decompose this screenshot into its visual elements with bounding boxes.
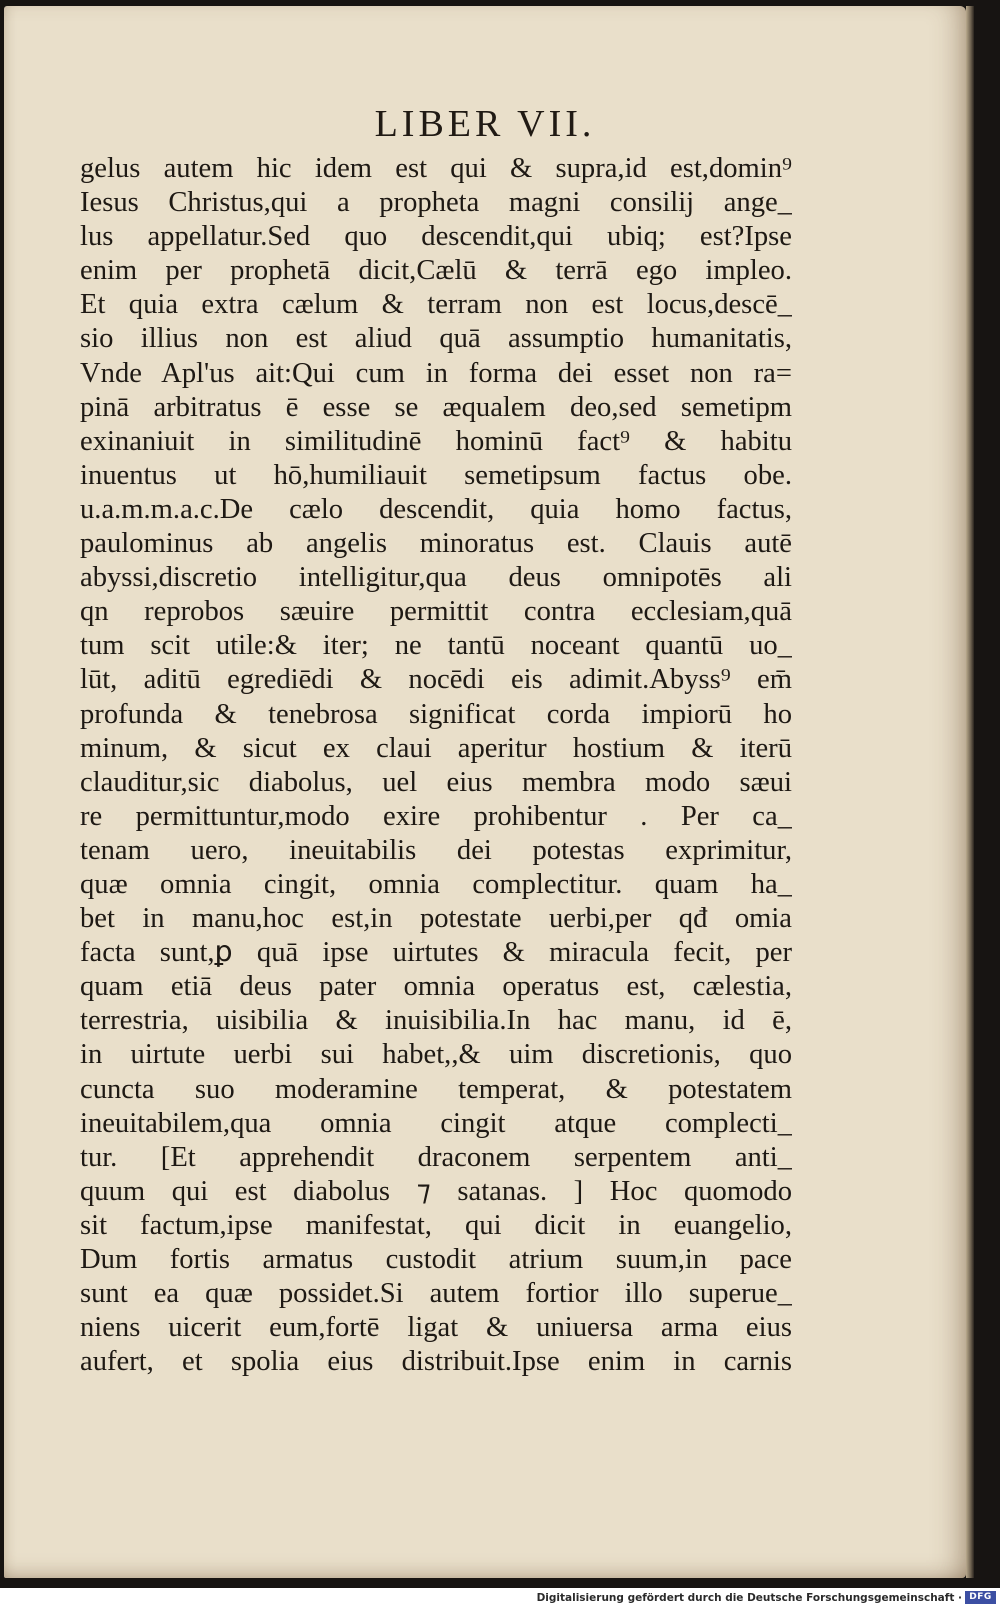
text-line: paulominus ab angelis minoratus est. Clauis autē — [80, 528, 792, 560]
text-line: sio illius non est aliud quā assumptio humanitatis, — [80, 323, 792, 355]
text-line: tenam uero, ineuitabilis dei potestas exprimitur, — [80, 834, 792, 866]
text-line: minum, & sicut ex claui aperitur hostium & iterū — [80, 732, 792, 764]
text-line: aufert, et spolia eius distribuit.Ipse enim in carnis — [80, 1346, 792, 1378]
text-line: re permittuntur,modo exire prohibentur . Per ca_ — [80, 800, 792, 832]
book-page — [4, 6, 966, 1578]
text-line: qn reprobos sæuire permittit contra ecclesiam,quā — [80, 596, 792, 628]
text-line: tum scit utile:& iter; ne tantū noceant quantū uo_ — [80, 630, 792, 662]
text-line: lus appellatur.Sed quo descendit,qui ubiq; est?Ipse — [80, 221, 792, 253]
text-line: niens uicerit eum,fortē ligat & uniuersa arma eius — [80, 1312, 792, 1344]
text-line: sit factum,ipse manifestat, qui dicit in euangelio, — [80, 1209, 792, 1241]
text-line: gelus autem hic idem est qui & supra,id est,domin⁹ — [80, 153, 792, 184]
text-line: abyssi,discretio intelligitur,qua deus omnipotēs ali — [80, 562, 792, 594]
text-line: inuentus ut hō,humiliauit semetipsum factus obe. — [80, 459, 792, 491]
text-line: quum qui est diabolus ⁊ satanas. ] Hoc quomodo — [80, 1175, 792, 1207]
text-line: pinā arbitratus ē esse se æqualem deo,sed semetipm — [80, 391, 792, 423]
text-block — [80, 152, 792, 1379]
text-line: u.a.m.m.a.c.De cælo descendit, quia homo factus, — [80, 493, 792, 525]
text-line: exinaniuit in similitudinē hominū fact⁹ & habitu — [80, 425, 792, 457]
text-line: Iesus Christus,qui a propheta magni consilij ange_ — [80, 187, 792, 219]
text-line: in uirtute uerbi sui habet,,& uim discretionis, quo — [80, 1039, 792, 1071]
text-line: Dum fortis armatus custodit atrium suum,in pace — [80, 1244, 792, 1275]
text-line: enim per prophetā dicit,Cælū & terrā ego impleo. — [80, 255, 792, 287]
page-edge — [966, 6, 974, 1578]
text-line: profunda & tenebrosa significat corda impiorū ho — [80, 698, 792, 730]
text-line: Et quia extra cælum & terram non est locus,descē_ — [80, 289, 792, 321]
text-line: terrestria, uisibilia & inuisibilia.In hac manu, id ē, — [80, 1005, 792, 1037]
text-line: tur. [Et apprehendit draconem serpentem anti_ — [80, 1141, 792, 1173]
text-line: facta sunt,ꝑ quā ipse uirtutes & miracula fecit, per — [80, 937, 792, 969]
text-line: quæ omnia cingit, omnia complectitur. quam ha_ — [80, 868, 792, 900]
dfg-logo: DFG — [965, 1591, 996, 1604]
text-line: clauditur,sic diabolus, uel eius membra modo sæui — [80, 766, 792, 798]
running-head: LIBER VII. — [374, 103, 596, 145]
text-line: Vnde Apl'us ait:Qui cum in forma dei esset non ra= — [80, 357, 792, 389]
text-line: ineuitabilem,qua omnia cingit atque complecti_ — [80, 1107, 792, 1139]
text-line: bet in manu,hoc est,in potestate uerbi,per qđ omia — [80, 903, 792, 935]
text-line: lūt, aditū egrediēdi & nocēdi eis adimit.Abyss⁹ em̄ — [80, 664, 792, 696]
funding-credit: Digitalisierung gefördert durch die Deutsche Forschungsgemeinschaft · — [536, 1592, 962, 1604]
text-line: sunt ea quæ possidet.Si autem fortior illo superue_ — [80, 1278, 792, 1310]
footer-bar — [0, 1588, 1000, 1608]
text-line: cuncta suo moderamine temperat, & potestatem — [80, 1073, 792, 1105]
text-line: quam etiā deus pater omnia operatus est, cælestia, — [80, 971, 792, 1003]
